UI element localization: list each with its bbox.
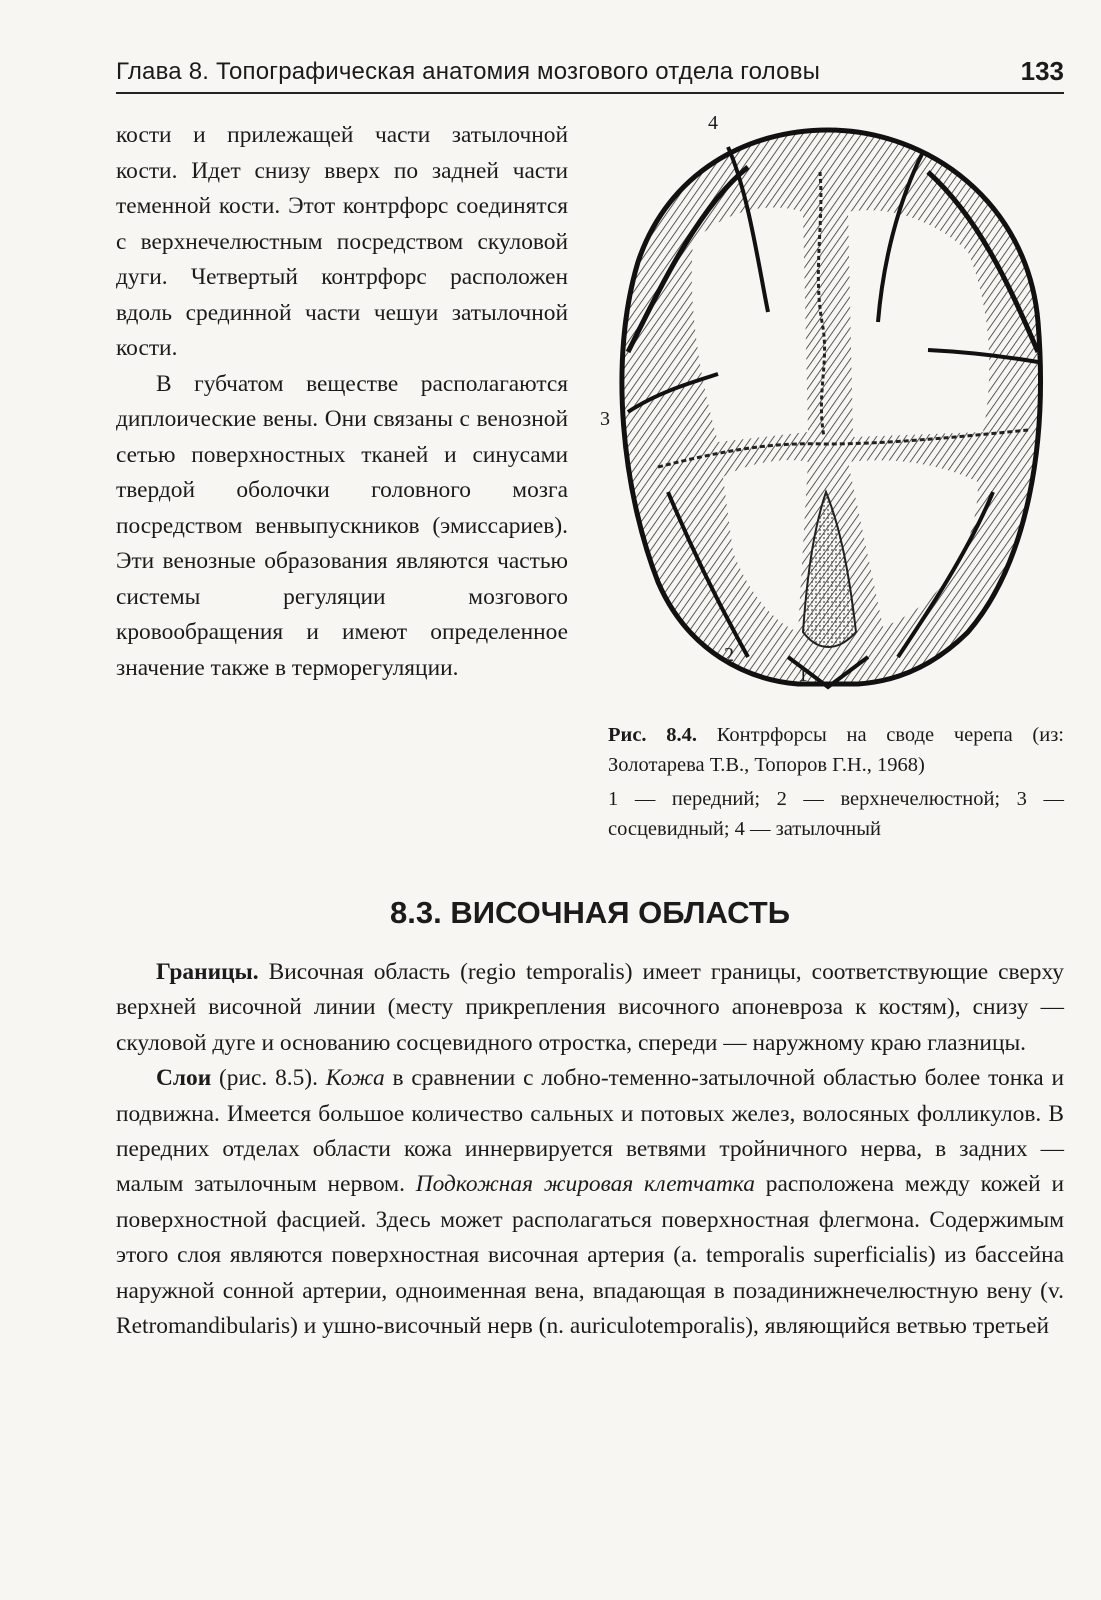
caption-text: Контрфорсы на своде черепа (из: Золотарева Т.В., Топоров Г.Н., 1968) <box>608 724 1064 776</box>
figure-label-4: 4 <box>708 112 718 134</box>
page-number: 133 <box>1020 56 1064 86</box>
skull-illustration <box>598 112 1064 702</box>
paragraph: В губчатом веществе располагаются диплоические вены. Они связаны с венозной сетью поверхностных тканей и синусами твердой оболочки головного мозга посредством венвыпускников (эмиссариев). Эти венозные образования являются частью системы регуляции мозгового кровообращения и имеют определенное значение также в терморегуляции. <box>116 370 568 681</box>
caption-main <box>608 720 1064 780</box>
paragraph-text: Височная область (regio temporalis) имеет границы, соответствующие сверху верхней височной линии (месту прикрепления височного апоневроза к костям), снизу — скуловой дуге и основанию сосцевидного отростка, спереди — наружному краю глазницы. <box>116 959 1064 1056</box>
figure-reference: (рис. 8.5). <box>211 1065 326 1092</box>
figure-caption <box>608 720 1064 844</box>
paragraph: кости и прилежащей части затылочной кости. Идет снизу вверх по задней части теменной кости. Этот контрфорс соединятся с верхнечелюстным посредством скуловой дуги. Четвертый контрфорс расположен вдоль срединной части чешуи затылочной кости. <box>116 122 568 361</box>
term: Подкожная жировая клетчатка <box>415 1171 755 1198</box>
caption-legend: 1 — передний; 2 — верхнечелюстной; 3 — сосцевидный; 4 — затылочный <box>608 788 1064 840</box>
paragraph-lead: Границы. <box>156 959 259 985</box>
paragraph-lead: Слои <box>156 1065 212 1092</box>
running-header <box>116 52 1064 94</box>
term: Кожа <box>325 1065 385 1092</box>
figure-label-3: 3 <box>600 408 610 430</box>
caption-number: Рис. 8.4. <box>608 724 698 746</box>
body-text <box>116 955 1064 1344</box>
paragraph-text: в сравнении с лобно-теменно-затылочной областью более тонка и подвижна. Имеется большое количество сальных и потовых желез, волосяных фолликулов. В передних отделах области кожа иннервируется ветвями тройничного нерва, в задних — малым затылочным нервом. <box>116 1065 1064 1198</box>
paragraph <box>116 955 1064 1061</box>
figure-label-2: 2 <box>724 644 734 666</box>
figure-label-1: 1 <box>798 664 808 686</box>
paragraph-text: расположена между кожей и поверхностной фасцией. Здесь может располагаться поверхностная флегмона. Содержимым этого слоя являются поверхностная височная артерия (a. temporalis superficialis) из бассейна наружной сонной артерии, одноименная вена, впадающая в позадинижнечелюстную вену (v. Retromandibularis) и ушно-височный нерв (n. auriculotemporalis), являющийся ветвью третьей <box>116 1171 1065 1340</box>
left-column-text <box>116 118 568 686</box>
skull-figure <box>598 112 1064 702</box>
section-title: 8.3. ВИСОЧНАЯ ОБЛАСТЬ <box>390 895 790 930</box>
paragraph <box>116 1061 1064 1344</box>
chapter-title: Глава 8. Топографическая анатомия мозгового отдела головы <box>116 58 821 85</box>
